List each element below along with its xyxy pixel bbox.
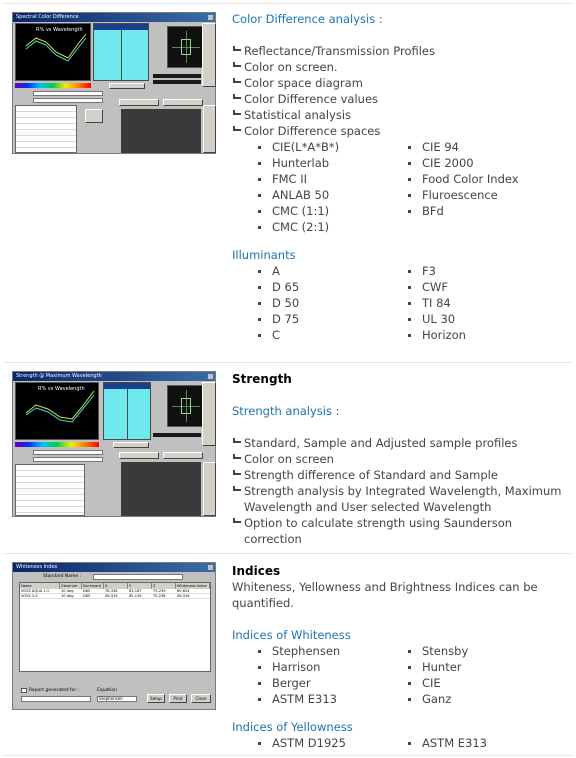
table-cell: 75.239 <box>153 589 166 593</box>
table-cell: 63.187 <box>129 589 142 593</box>
setup-button[interactable]: Setup <box>147 694 165 703</box>
whiteness-screenshot <box>12 562 216 710</box>
list-item: CWF <box>408 279 558 295</box>
table-cell: 60.624 <box>177 589 190 593</box>
list-item: BFd <box>408 203 558 219</box>
table-body <box>20 589 210 599</box>
window-titlebar <box>13 372 215 381</box>
strength-screenshot <box>12 371 216 517</box>
divider-1 <box>4 362 572 363</box>
bottom-border <box>4 755 572 756</box>
swatch-divider <box>127 389 128 439</box>
divider-2 <box>4 553 572 554</box>
standard-name-label: Standard Name : <box>43 574 82 579</box>
reflectance-graph <box>15 382 99 440</box>
list-item: ASTM E313 <box>408 735 558 751</box>
navigation-buttons[interactable] <box>85 109 103 123</box>
window-title: Spectral Color Difference <box>16 14 79 20</box>
window-titlebar <box>13 13 215 22</box>
standard-curve <box>26 391 94 419</box>
top-border <box>4 3 572 4</box>
results-panel <box>121 462 201 516</box>
list-item: Harrison <box>258 659 408 675</box>
tolerance-box <box>181 39 192 55</box>
standard-field[interactable] <box>33 450 103 455</box>
color-difference-button[interactable] <box>163 99 203 106</box>
table-cell: 78.336 <box>105 589 118 593</box>
indices-description: Whiteness, Yellowness and Brightness Indices can be quantified. <box>232 580 538 610</box>
list-item: Ganz <box>408 691 558 707</box>
close-button[interactable]: Close <box>191 694 211 703</box>
strength-title: Strength analysis : <box>232 404 340 418</box>
window-title: Whiteness Index <box>16 564 58 570</box>
list-item: D 50 <box>258 295 408 311</box>
data-table <box>15 105 77 153</box>
strength-features <box>232 435 572 547</box>
color-difference-screenshot <box>12 12 216 154</box>
feature-item: Standard, Sample and Adjusted sample profiles <box>232 435 572 451</box>
list-item: D 75 <box>258 311 408 327</box>
feature-item: Color on screen. <box>232 59 435 75</box>
report-checkbox[interactable] <box>21 688 27 693</box>
feature-item: Color Difference values <box>232 91 435 107</box>
list-item: TI 84 <box>408 295 558 311</box>
list-item: Fluroescence <box>408 187 558 203</box>
equation-label: Equation <box>97 688 117 693</box>
list-item: ASTM D1925 <box>258 735 408 751</box>
list-item: CMC (2:1) <box>258 219 408 235</box>
list-item: Berger <box>258 675 408 691</box>
strength-button[interactable] <box>119 99 159 106</box>
strength-heading: Strength <box>232 372 292 386</box>
feature-item: Strength difference of Standard and Sample <box>232 467 572 483</box>
equation-select[interactable]: Stephensen <box>97 696 137 702</box>
tolerance-box <box>181 398 192 414</box>
list-item: Food Color Index <box>408 171 558 187</box>
spectrum-bar <box>15 83 91 88</box>
indices-heading: Indices <box>232 564 281 578</box>
table-cell: VOSS 1:2 <box>21 594 38 598</box>
close-icon <box>208 374 213 379</box>
table-cell: 56.319 <box>105 594 118 598</box>
list-item: C <box>258 327 408 343</box>
feature-item: Color space diagram <box>232 75 435 91</box>
table-cell: D65 <box>83 594 91 598</box>
print-button[interactable]: Print <box>169 694 187 703</box>
spectrum-bar <box>15 442 99 447</box>
swatch-divider <box>121 30 122 80</box>
list-item: CIE 2000 <box>408 155 558 171</box>
close-icon <box>208 565 213 570</box>
whiteness-list <box>258 643 558 707</box>
list-item: A <box>258 263 408 279</box>
table-cell: D65 <box>83 589 91 593</box>
column-header[interactable]: Name <box>20 583 60 589</box>
lightness-bar <box>153 74 201 78</box>
side-controls <box>202 23 216 87</box>
column-header[interactable]: Y <box>128 583 152 589</box>
graph-title: R% vs Wavelength <box>38 386 85 392</box>
list-item: ANLAB 50 <box>258 187 408 203</box>
illuminant-button[interactable] <box>113 442 149 448</box>
report-field[interactable] <box>21 696 91 702</box>
list-item: F3 <box>408 263 558 279</box>
color-swatch-panel <box>93 23 149 81</box>
list-item: CIE 94 <box>408 139 558 155</box>
feature-item: Strength analysis by Integrated Wavelength, Maximum Wavelength and User selected Wavelength <box>232 483 572 515</box>
standard-name-field[interactable] <box>93 574 183 580</box>
list-item: Hunterlab <box>258 155 408 171</box>
batch-field[interactable] <box>33 98 103 103</box>
feature-item: Color on screen <box>232 451 572 467</box>
option-buttons[interactable] <box>203 462 216 516</box>
graph-title: R% vs Wavelength <box>36 27 83 33</box>
illuminant-button[interactable] <box>109 83 145 89</box>
illuminants-title: Illuminants <box>232 248 296 262</box>
list-item: CMC (1:1) <box>258 203 408 219</box>
list-item: D 65 <box>258 279 408 295</box>
yellowness-title: Indices of Yellowness <box>232 720 353 734</box>
color-difference-spaces-list <box>258 139 558 235</box>
whiteness-title: Indices of Whiteness <box>232 628 351 642</box>
feature-item: Option to calculate strength using Saunderson correction <box>232 515 572 547</box>
list-item: Hunter <box>408 659 558 675</box>
column-header[interactable]: Observer <box>60 583 82 589</box>
results-panel <box>121 109 201 153</box>
table-cell: 56.316 <box>177 594 190 598</box>
batch-field[interactable] <box>33 457 103 462</box>
column-header[interactable]: Z <box>152 583 176 589</box>
color-difference-button[interactable] <box>163 452 203 459</box>
reflectance-graph <box>15 23 91 81</box>
feature-item: Statistical analysis <box>232 107 435 123</box>
data-table <box>15 464 85 516</box>
table-cell: 65.139 <box>129 594 142 598</box>
feature-item: Reflectance/Transmission Profiles <box>232 43 435 59</box>
whiteness-window <box>12 562 216 710</box>
column-header[interactable]: Illuminant <box>82 583 104 589</box>
list-item: ASTM E313 <box>258 691 408 707</box>
list-item: UL 30 <box>408 311 558 327</box>
table-cell: VOSS AQUA 1:1 <box>21 589 50 593</box>
color-swatch-panel <box>103 382 151 440</box>
chroma-bar <box>153 80 201 84</box>
color-difference-features <box>232 43 435 139</box>
table-row[interactable] <box>20 594 210 599</box>
table-cell: 10 deg <box>61 594 74 598</box>
yellowness-list <box>258 735 558 751</box>
table-cell: 70.238 <box>153 594 166 598</box>
feature-item: Color Difference spaces <box>232 123 435 139</box>
list-item: CIE <box>408 675 558 691</box>
window-title: Strength @ Maximum Wavelength <box>16 373 102 379</box>
reflectance-curves <box>16 24 90 80</box>
sample-curve <box>26 395 94 422</box>
list-item: FMC II <box>258 171 408 187</box>
color-space-diagram <box>167 26 205 68</box>
reflectance-curves <box>16 383 98 439</box>
list-item: Stephensen <box>258 643 408 659</box>
standard-field[interactable] <box>33 91 103 96</box>
column-header[interactable]: X <box>104 583 128 589</box>
strength-window <box>12 371 216 517</box>
side-controls <box>202 382 216 446</box>
lightness-bar <box>153 433 201 437</box>
whiteness-table <box>19 582 211 672</box>
color-difference-title: Color Difference analysis : <box>232 12 383 26</box>
sample-curve <box>26 38 86 61</box>
option-buttons[interactable] <box>203 105 216 153</box>
window-titlebar <box>13 563 215 572</box>
list-item: Horizon <box>408 327 558 343</box>
report-label: Report generated for : <box>29 688 80 693</box>
close-icon <box>208 15 213 20</box>
color-space-diagram <box>167 385 205 427</box>
strength-button[interactable] <box>119 452 159 459</box>
list-item: Stensby <box>408 643 558 659</box>
list-item: CIE(L*A*B*) <box>258 139 408 155</box>
table-cell: 10 deg <box>61 589 74 593</box>
illuminants-list <box>258 263 558 343</box>
column-header[interactable]: Whiteness Index <box>176 583 210 589</box>
color-difference-window <box>12 12 216 154</box>
